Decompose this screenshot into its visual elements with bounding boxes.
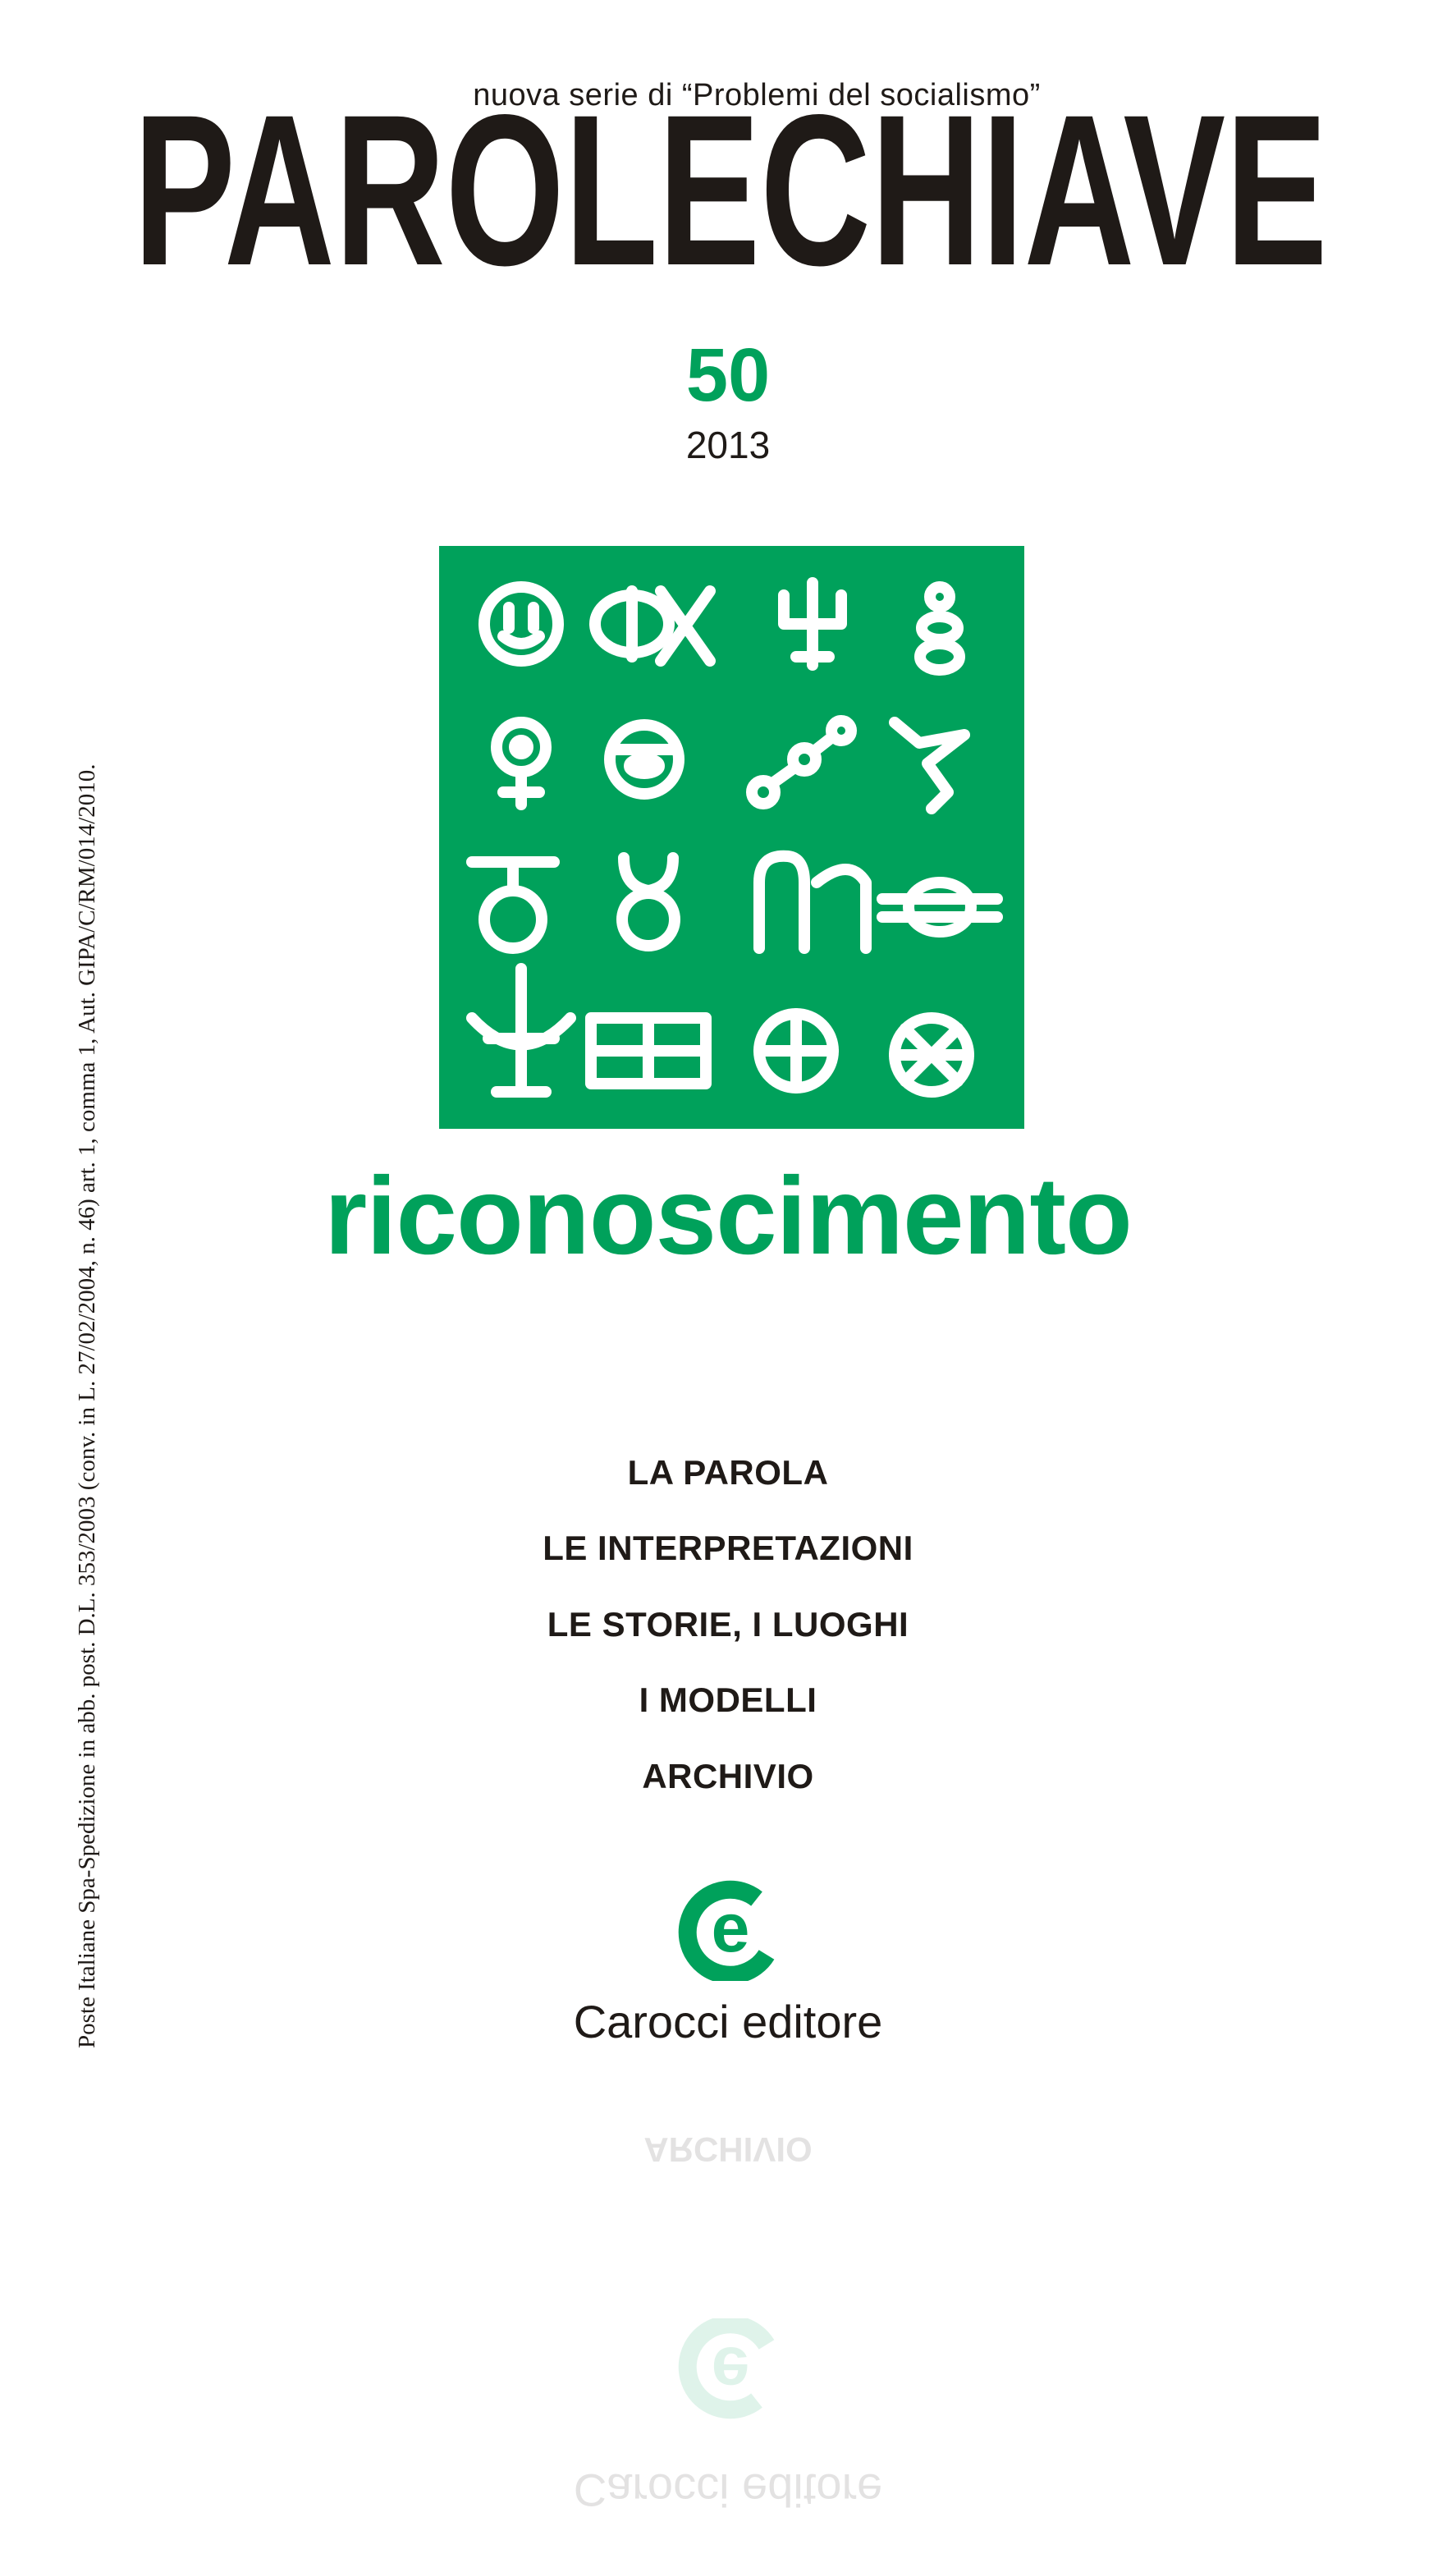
reflected-section-archivio: ARCHIVIO xyxy=(643,2130,813,2169)
symbol-chain-icon xyxy=(752,721,851,804)
section-le-interpretazioni: LE INTERPRETAZIONI xyxy=(543,1529,913,1567)
symbol-winged-disc-icon xyxy=(882,883,997,932)
symbol-eye-cross-icon xyxy=(595,591,710,661)
svg-text:e: e xyxy=(711,1889,750,1966)
symbol-horned-circle-icon xyxy=(622,858,675,946)
symbol-quartered-circle-icon xyxy=(759,1014,833,1088)
section-i-modelli: I MODELLI xyxy=(639,1680,817,1719)
reflected-publisher-name: Carocci editore xyxy=(573,2464,883,2516)
symbol-grid-frame-icon xyxy=(591,1018,706,1084)
issue-number: 50 xyxy=(685,333,771,417)
svg-text:e: e xyxy=(711,2333,750,2410)
section-archivio: ARCHIVIO xyxy=(642,1757,814,1795)
sixteen-ancient-symbols-icon xyxy=(439,546,1024,1129)
symbol-arch-icon xyxy=(759,856,866,948)
symbol-wheel-icon xyxy=(895,1018,968,1092)
symbols-panel xyxy=(439,546,1024,1129)
svg-text:PAROLECHIAVE: PAROLECHIAVE xyxy=(133,107,1328,275)
masthead-title xyxy=(131,107,1330,275)
issue-year: 2013 xyxy=(685,424,771,466)
symbol-anchor-icon xyxy=(784,583,841,665)
issue-theme: riconoscimento xyxy=(324,1155,1132,1277)
symbol-lidded-circle-icon xyxy=(610,725,679,794)
section-le-storie-i-luoghi: LE STORIE, I LUOGHI xyxy=(547,1605,909,1644)
symbol-jar-icon xyxy=(472,862,554,948)
carocci-e-logo-icon xyxy=(675,1876,780,1981)
mirror-reflection xyxy=(0,2126,1456,2563)
symbol-venus-icon xyxy=(497,722,546,805)
reflected-logo-icon xyxy=(675,2318,780,2423)
series-subtitle: nuova serie di “Problemi del socialismo” xyxy=(473,78,1041,112)
symbol-stack-icon xyxy=(920,587,959,670)
publisher-name: Carocci editore xyxy=(573,1996,883,2047)
section-la-parola: LA PAROLA xyxy=(627,1453,829,1492)
postal-notice: Poste Italiane Spa-Spedizione in abb. post. D.L. 353/2003 (conv. in L. 27/02/2004, n. 46) art. 1, comma 1, Aut. GIPA/C/RM/014/2010. xyxy=(74,763,100,2048)
symbol-chalice-icon xyxy=(472,969,570,1092)
symbol-hook-icon xyxy=(895,722,964,809)
symbol-face-icon xyxy=(484,587,558,661)
